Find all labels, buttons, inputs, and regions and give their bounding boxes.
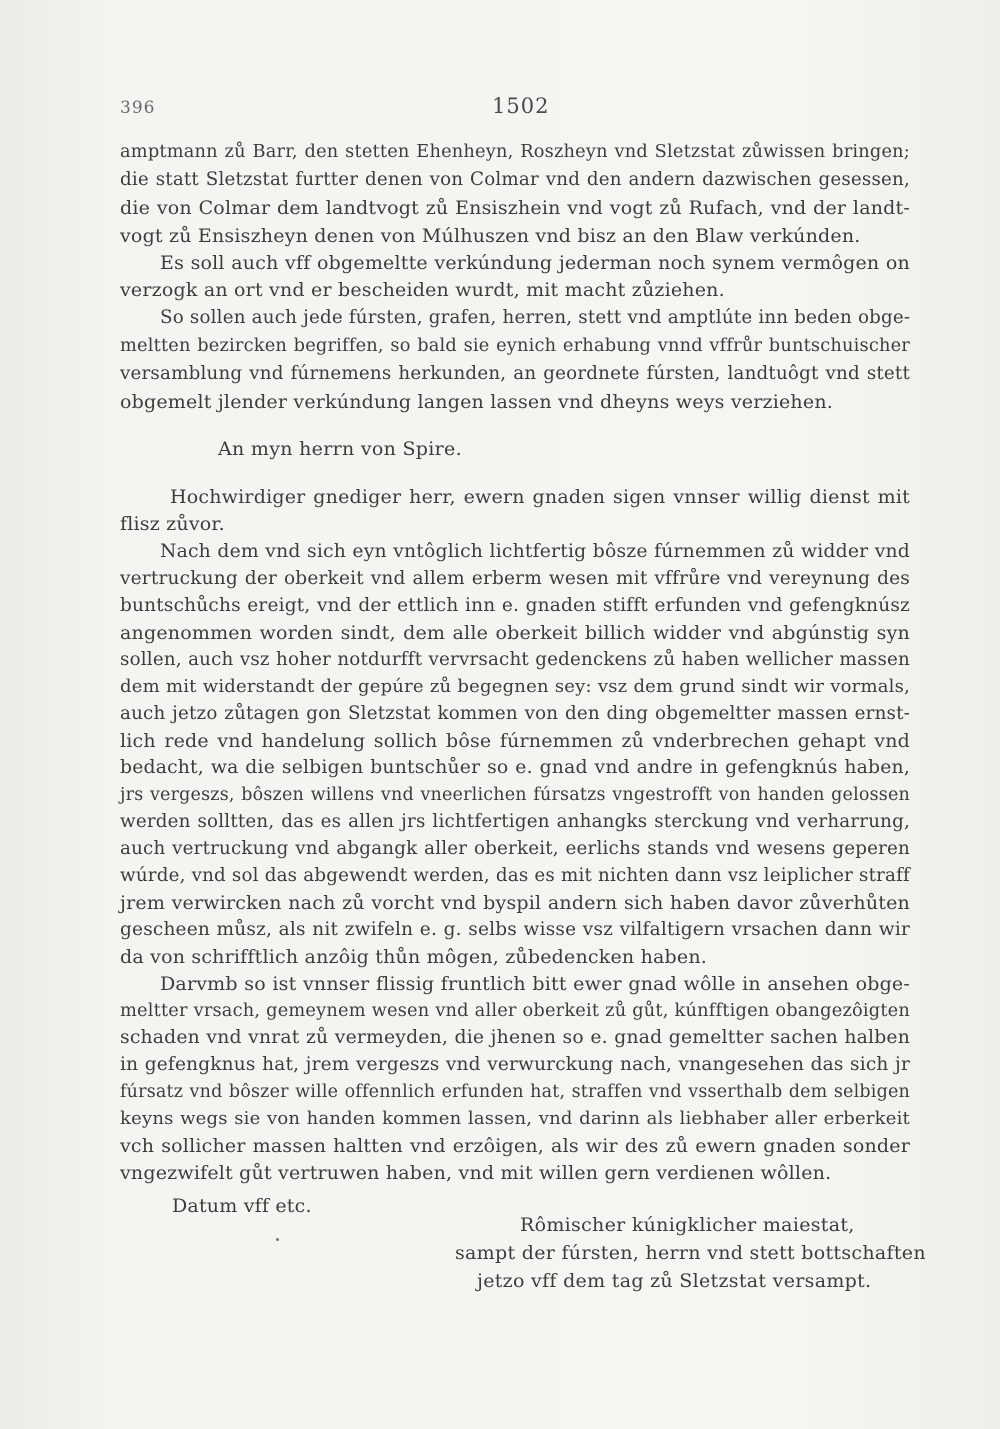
- text-line: dem mit widerstandt der gepúre zů begegnen sey: vsz dem grund sindt wir vormals,: [120, 676, 910, 697]
- text-line: Darvmb so ist vnnser flissig fruntlich bitt ewer gnad wôlle in ansehen obge-: [160, 973, 910, 995]
- letter-address: An myn herrn von Spire.: [218, 438, 462, 460]
- text-line: die von Colmar dem landtvogt zů Ensiszhein vnd vogt zů Rufach, vnd der landt-: [120, 197, 910, 219]
- text-line: vngezwifelt gůt vertruwen haben, vnd mit willen gern verdienen wôllen.: [120, 1162, 832, 1184]
- text-line: Es soll auch vff obgemeltte verkúndung jederman noch synem vermôgen on: [160, 252, 910, 274]
- page-header: [120, 94, 910, 124]
- text-line: bedacht, wa die selbigen buntschůer so e. gnad vnd andre in gefengknús haben,: [120, 757, 910, 778]
- text-line: So sollen auch jede fúrsten, grafen, herren, stett vnd amptlúte inn beden obge-: [160, 307, 911, 328]
- text-line: keyns wegs sie von handen kommen lassen, vnd darinn als liebhaber aller erberkeit: [120, 1108, 910, 1129]
- text-line: flisz zůvor.: [120, 513, 225, 535]
- text-line: fúrsatz vnd bôszer wille offennlich erfunden hat, straffen vnd vsserthalb dem selbigen: [120, 1082, 910, 1102]
- text-line: obgemelt jlender verkúndung langen lassen vnd dheyns weys verziehen.: [120, 391, 833, 413]
- text-line: angenommen worden sindt, dem alle oberkeit billich widder vnd abgúnstig syn: [120, 622, 910, 644]
- text-line: schaden vnd vnrat zů vermeyden, die jhenen so e. gnad gemeltter sachen halben: [120, 1027, 910, 1048]
- signature-line: jetzo vff dem tag zů Sletzstat versampt.: [477, 1270, 872, 1292]
- text-line: versamblung vnd fúrnemens herkunden, an geordnete fúrsten, landtuôgt vnd stett: [120, 363, 910, 384]
- text-line: werden solltten, das es allen jrs lichtfertigen anhangks sterckung vnd verharrung,: [120, 811, 910, 832]
- text-line: verzogk an ort vnd er bescheiden wurdt, mit macht zůziehen.: [120, 279, 725, 301]
- text-line: sollen, auch vsz hoher notdurfft vervrsacht gedenckens zů haben wellicher massen: [120, 649, 910, 670]
- text-line: vertruckung der oberkeit vnd allem erberm wesen mit vffrůre vnd vereynung des: [120, 568, 910, 589]
- page-number: 396: [120, 98, 156, 118]
- text-line: lich rede vnd handelung sollich bôse fúrnemmen zů vnderbrechen gehapt vnd: [120, 730, 910, 752]
- signature-line: Rômischer kúnigklicher maiestat,: [520, 1214, 855, 1236]
- text-line: Nach dem vnd sich eyn vntôglich lichtfertig bôsze fúrnemmen zů widder vnd: [160, 541, 910, 562]
- text-line: vogt zů Ensiszheyn denen von Múlhuszen vnd bisz an den Blaw verkúnden.: [120, 225, 861, 247]
- text-line: meltter vrsach, gemeynem wesen vnd aller oberkeit zů gůt, kúnfftigen obangezôigten: [120, 1001, 910, 1021]
- signature-line: sampt der fúrsten, herrn vnd stett bottschaften: [455, 1242, 926, 1264]
- text-line: wúrde, vnd sol das abgewendt werden, das es mit nichten dann vsz leiplicher straff: [120, 865, 911, 886]
- text-line: Datum vff etc.: [172, 1195, 312, 1217]
- running-year-heading: 1502: [492, 94, 550, 118]
- text-line: meltten bezircken begriffen, so bald sie eynich erhabung vnnd vffrůr buntschuischer: [120, 336, 910, 356]
- text-line: in gefengknus hat, jrem vergeszs vnd verwurckung nach, vnangesehen das sich jr: [120, 1054, 910, 1075]
- text-line: da von schrifftlich anzôig thůn môgen, zůbedencken haben.: [120, 946, 708, 968]
- text-line: jrem verwircken nach zů vorcht vnd byspil andern sich haben davor zůverhůten: [120, 892, 910, 914]
- text-line: buntschůchs ereigt, vnd der ettlich inn e. gnaden stifft erfunden vnd gefengknúsz: [120, 595, 910, 616]
- stray-mark: [276, 1238, 279, 1241]
- text-line: jrs vergeszs, bôszen willens vnd vneerlichen fúrsatzs vngestrofft von handen gelossen: [120, 785, 910, 805]
- text-line: auch vertruckung vnd abgangk aller oberkeit, eerlichs stands vnd wesens geperen: [120, 838, 910, 859]
- text-line: Hochwirdiger gnediger herr, ewern gnaden sigen vnnser willig dienst mit: [170, 486, 910, 508]
- text-line: die statt Sletzstat furtter denen von Colmar vnd den andern dazwischen gesessen,: [120, 169, 910, 190]
- text-line: amptmann zů Barr, den stetten Ehenheyn, Roszheyn vnd Sletzstat zůwissen bringen;: [120, 142, 910, 162]
- text-line: vch sollicher massen haltten vnd erzôigen, als wir des zů ewern gnaden sonder: [120, 1135, 910, 1157]
- text-line: auch jetzo zůtagen gon Sletzstat kommen von den ding obgemeltter massen ernst-: [120, 703, 910, 724]
- text-line: gescheen můsz, als nit zwifeln e. g. selbs wisse vsz vilfaltigern vrsachen dann wir: [120, 919, 910, 940]
